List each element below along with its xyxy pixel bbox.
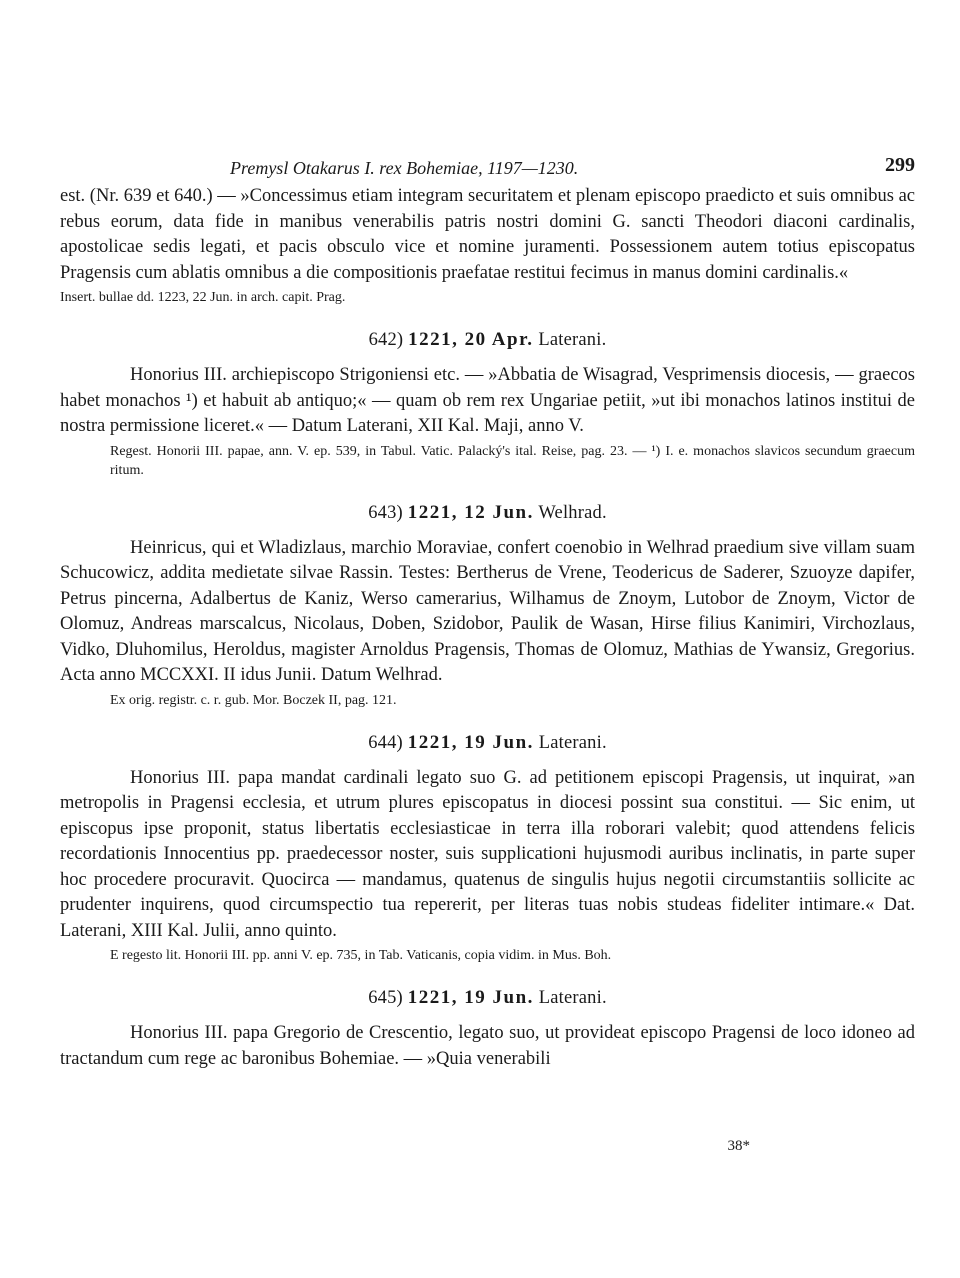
entry-number: 645)	[368, 988, 403, 1008]
entry-date: 1221, 19 Jun.	[407, 987, 534, 1008]
entry-date: 1221, 20 Apr.	[408, 329, 534, 350]
page-header	[60, 150, 915, 180]
entry-source-note: Ex orig. registr. c. r. gub. Mor. Boczek II, pag. 121.	[110, 692, 397, 708]
entry-text: Honorius III. papa mandat cardinali legato suo G. ad petitionem episcopi Pragensis, ut inquirat, »an metropolis in Pragensi ecclesia, et utrum plures episcopatus in diocesi possint sua constitui. — Sic enim, ut episcopus ipse proponit, status libertatis ecclesiasticae in terra illa roborari valebit; quod attendens felicis recordationis Innocentius pp. praedecessor noster, suis supplicationi hujusmodi auribus inclinatis, in parte super hoc procedere procuravit. Quocirca — mandamus, quatenus de singulis hujus negotii circumstantiis sollicite ac prudenter inquirens, quod circumspectio tua repererit, per literas tuas nobis studeas fideliter intimare.« Dat. Laterani, XIII Kal. Julii, anno quinto.	[60, 767, 915, 941]
intro-source-note: Insert. bullae dd. 1223, 22 Jun. in arch. capit. Prag.	[60, 290, 346, 305]
entry-text: Honorius III. archiepiscopo Strigoniensi etc. — »Abbatia de Wisagrad, Vesprimensis diocesis, — graecos habet monachos ¹) et habuit ab antiquo;« — quam ob rem rex Ungariae petiit, »ut ibi monachos latinos institui de nostra permissione liceret.« — Datum Laterani, XII Kal. Maji, anno V.	[60, 365, 915, 436]
entry-number: 644)	[368, 732, 403, 753]
entry-heading	[60, 329, 915, 351]
page-number: 299	[885, 154, 915, 176]
entry-number: 642)	[368, 330, 404, 350]
entry-place: Laterani.	[538, 988, 607, 1008]
entry-date: 1221, 12 Jun.	[407, 501, 534, 523]
document-page	[60, 150, 915, 1072]
running-title: Premysl Otakarus I. rex Bohemiae, 1197—1230.	[230, 158, 579, 178]
entry-643	[60, 502, 915, 710]
entry-source-note: E regesto lit. Honorii III. pp. anni V. ep. 735, in Tab. Vaticanis, copia vidim. in Mus. Boh.	[110, 948, 612, 963]
entry-text: Honorius III. papa Gregorio de Crescentio, legato suo, ut provideat episcopo Pragensi de loco idoneo ad tractandum cum rege ac baronibus Bohemiae. — »Quia venerabili	[60, 1023, 915, 1069]
entry-heading	[60, 502, 915, 524]
signature-mark: 38*	[727, 1138, 750, 1154]
entry-645	[60, 987, 915, 1072]
entry-642	[60, 329, 915, 480]
entry-date: 1221, 19 Jun.	[407, 731, 534, 753]
entry-place: Welhrad.	[538, 502, 607, 523]
entry-text: Heinricus, qui et Wladizlaus, marchio Moraviae, confert coenobio in Welhrad praedium sive villam suam Schucowicz, addita medietate silvae Rassin. Testes: Bertherus de Vrene, Teodericus de Saderer, Szuoyze dapifer, Petrus pincerna, Adalbertus de Kaniz, Werso camerarius, Wilhamus de Znoym, Lutobor de Znoym, Victor de Olomuz, Andreas marscalcus, Nicolaus, Doben, Szidobor, Paulik de Wasan, Hirse filius Kanimiri, Virchozlaus, Vidko, Dluhomilus, Heroldus, magister Arnoldus Pragensis, Thomas de Olomuz, Mathias de Ywansiz, Gregorius. Acta anno MCCXXI. II idus Junii. Datum Welhrad.	[60, 537, 915, 685]
intro-block	[60, 184, 915, 307]
intro-paragraph: est. (Nr. 639 et 640.) — »Concessimus etiam integram securitatem et plenam episcopo praedicto et suis omnibus ac rebus eorum, data fide in manibus venerabilis patris nostri domini G. sancti Theodori diaconi cardinalis, apostolicae sedis legati, et pacis obsculo vice et nomine juramenti. Possessionem autem totius episcopatus Pragensis cum ablatis omnibus a die compositionis praefatae restitui fecimus in manus domini cardinalis.«	[60, 186, 915, 283]
entry-number: 643)	[368, 502, 403, 523]
entry-heading	[60, 987, 915, 1009]
entry-644	[60, 732, 915, 966]
entry-place: Laterani.	[538, 732, 607, 753]
entry-heading	[60, 732, 915, 754]
entry-source-note: Regest. Honorii III. papae, ann. V. ep. 539, in Tabul. Vatic. Palacký's ital. Reise, pag. 23. — ¹) I. e. monachos slavicos secundum graecum ritum.	[110, 443, 915, 478]
entry-place: Laterani.	[538, 330, 607, 350]
